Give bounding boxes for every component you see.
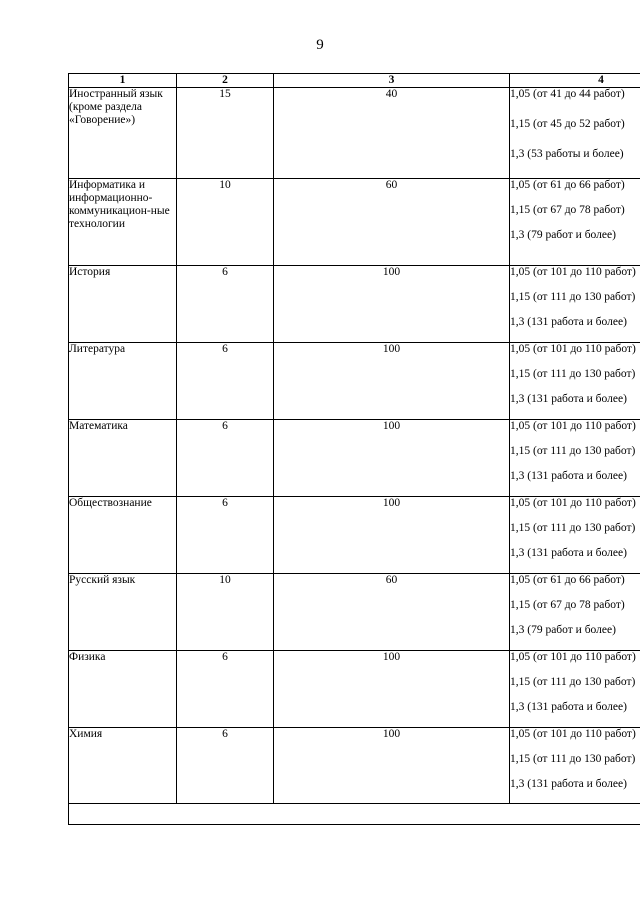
coefficients-cell <box>510 179 640 266</box>
col2-cell: 6 <box>177 497 274 574</box>
table-row <box>69 728 640 804</box>
coefficient-line: 1,3 (53 работы и более) <box>510 148 624 160</box>
col2-cell: 10 <box>177 574 274 651</box>
subject-cell: Литература <box>69 343 177 420</box>
table-row <box>69 574 640 651</box>
coefficient-line: 1,05 (от 41 до 44 работ) <box>510 88 625 100</box>
header-col-4: 4 <box>510 74 640 88</box>
col3-cell: 60 <box>274 179 510 266</box>
col2-cell: 10 <box>177 179 274 266</box>
subject-cell: Русский язык <box>69 574 177 651</box>
coefficient-line: 1,3 (131 работа и более) <box>510 470 627 482</box>
col2-cell: 6 <box>177 266 274 343</box>
coefficients-cell <box>510 497 640 574</box>
coefficients-cell <box>510 574 640 651</box>
empty-row <box>69 804 640 825</box>
coefficient-line: 1,3 (79 работ и более) <box>510 229 616 241</box>
coefficient-line: 1,15 (от 111 до 130 работ) <box>510 676 636 688</box>
coefficient-line: 1,3 (131 работа и более) <box>510 701 627 713</box>
col2-cell: 6 <box>177 651 274 728</box>
subject-cell: Иностранный язык (кроме раздела «Говорение») <box>69 88 177 179</box>
coefficient-line: 1,15 (от 111 до 130 работ) <box>510 445 636 457</box>
col3-cell: 100 <box>274 420 510 497</box>
coefficients-cell <box>510 343 640 420</box>
coefficients-cell <box>510 266 640 343</box>
coefficient-line: 1,05 (от 101 до 110 работ) <box>510 420 636 432</box>
subject-cell: Физика <box>69 651 177 728</box>
coefficient-line: 1,3 (131 работа и более) <box>510 547 627 559</box>
col2-cell: 15 <box>177 88 274 179</box>
col2-cell: 6 <box>177 343 274 420</box>
coefficient-line: 1,05 (от 101 до 110 работ) <box>510 728 636 740</box>
norms-table <box>68 73 640 825</box>
subject-cell: Обществознание <box>69 497 177 574</box>
table-row <box>69 343 640 420</box>
table-row <box>69 497 640 574</box>
col3-cell: 40 <box>274 88 510 179</box>
coefficients-cell <box>510 651 640 728</box>
col3-cell: 100 <box>274 497 510 574</box>
coefficient-line: 1,05 (от 101 до 110 работ) <box>510 497 636 509</box>
coefficient-line: 1,3 (131 работа и более) <box>510 393 627 405</box>
subject-cell: История <box>69 266 177 343</box>
col2-cell: 6 <box>177 420 274 497</box>
header-col-1: 1 <box>69 74 177 88</box>
table-row <box>69 420 640 497</box>
col3-cell: 100 <box>274 728 510 804</box>
coefficient-line: 1,05 (от 101 до 110 работ) <box>510 651 636 663</box>
coefficient-line: 1,15 (от 111 до 130 работ) <box>510 753 636 765</box>
coefficient-line: 1,15 (от 45 до 52 работ) <box>510 118 625 130</box>
subject-cell: Информатика и информационно-коммуникацион-ные технологии <box>69 179 177 266</box>
coefficient-line: 1,05 (от 61 до 66 работ) <box>510 179 625 191</box>
header-col-3: 3 <box>274 74 510 88</box>
header-col-2: 2 <box>177 74 274 88</box>
coefficients-cell <box>510 728 640 804</box>
coefficients-cell <box>510 420 640 497</box>
table-row <box>69 179 640 266</box>
coefficient-line: 1,15 (от 111 до 130 работ) <box>510 368 636 380</box>
col3-cell: 100 <box>274 651 510 728</box>
coefficients-cell <box>510 88 640 179</box>
coefficient-line: 1,3 (79 работ и более) <box>510 624 616 636</box>
subject-cell: Математика <box>69 420 177 497</box>
coefficient-line: 1,05 (от 101 до 110 работ) <box>510 343 636 355</box>
coefficient-line: 1,3 (131 работа и более) <box>510 778 627 790</box>
coefficient-line: 1,15 (от 111 до 130 работ) <box>510 291 636 303</box>
page-number: 9 <box>316 37 324 53</box>
col2-cell: 6 <box>177 728 274 804</box>
header-row <box>69 74 640 88</box>
coefficient-line: 1,05 (от 101 до 110 работ) <box>510 266 636 278</box>
table-row <box>69 266 640 343</box>
coefficient-line: 1,05 (от 61 до 66 работ) <box>510 574 625 586</box>
coefficient-line: 1,15 (от 67 до 78 работ) <box>510 204 625 216</box>
subject-cell: Химия <box>69 728 177 804</box>
coefficient-line: 1,3 (131 работа и более) <box>510 316 627 328</box>
table-row <box>69 88 640 179</box>
table-row <box>69 651 640 728</box>
coefficient-line: 1,15 (от 111 до 130 работ) <box>510 522 636 534</box>
col3-cell: 100 <box>274 266 510 343</box>
empty-cell <box>69 804 640 825</box>
col3-cell: 100 <box>274 343 510 420</box>
col3-cell: 60 <box>274 574 510 651</box>
coefficient-line: 1,15 (от 67 до 78 работ) <box>510 599 625 611</box>
